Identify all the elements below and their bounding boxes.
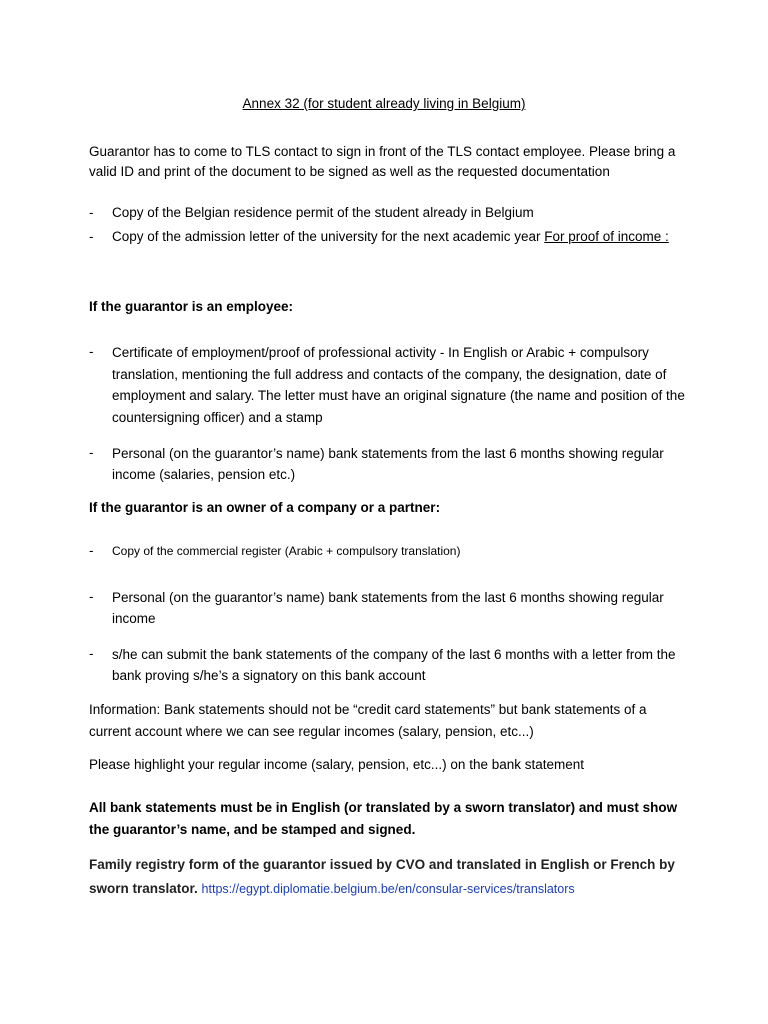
employee-heading: If the guarantor is an employee: <box>89 299 294 314</box>
owner-item-text: Copy of the commercial register (Arabic + compulsory translation) <box>112 544 461 558</box>
intro-item-text <box>112 227 689 247</box>
family-registry-paragraph <box>89 853 689 901</box>
bullet-dash: - <box>89 344 94 359</box>
document-title: Annex 32 (for student already living in Belgium) <box>242 96 526 111</box>
highlight-note: Please highlight your regular income (salary, pension, etc...) on the bank statement <box>89 757 585 772</box>
owner-item-company-statements <box>89 644 689 686</box>
employee-item-bank-statements <box>89 443 689 485</box>
admission-letter-text: Copy of the admission letter of the university for the next academic year <box>112 229 541 244</box>
intro-item-text: Copy of the Belgian residence permit of the student already in Belgium <box>112 205 534 220</box>
intro-item-residence-permit <box>89 203 689 223</box>
bullet-dash: - <box>89 589 94 604</box>
employee-item-certificate <box>89 342 689 428</box>
employee-item-text: Certificate of employment/proof of professional activity - In English or Arabic + compulsory translation, mentioning the full address and contacts of the company, the designation, date of employment and salary. The letter must have an original signature (the name and position of the countersigning officer) and a stamp <box>112 345 685 425</box>
owner-item-personal-statements <box>89 587 689 629</box>
proof-of-income-label: For proof of income : <box>544 229 669 244</box>
owner-heading: If the guarantor is an owner of a company or a partner: <box>89 500 441 515</box>
intro-item-admission-letter <box>89 227 689 247</box>
translators-link[interactable]: https://egypt.diplomatie.belgium.be/en/consular-services/translators <box>201 882 575 896</box>
bullet-dash: - <box>89 445 94 460</box>
bullet-dash: - <box>89 229 94 244</box>
owner-item-text: Personal (on the guarantor’s name) bank statements from the last 6 months showing regular income <box>112 590 664 626</box>
owner-item-text: s/he can submit the bank statements of the company of the last 6 months with a letter from the bank proving s/he’s a signatory on this bank account <box>112 647 676 683</box>
family-registry-text: Family registry form of the guarantor issued by CVO and translated in English or French by sworn translator. <box>89 857 675 896</box>
bullet-dash: - <box>89 646 94 661</box>
bullet-dash: - <box>89 205 94 220</box>
all-statements-note: All bank statements must be in English (or translated by a sworn translator) and must show the guarantor’s name, and be stamped and signed. <box>89 800 678 837</box>
employee-item-text: Personal (on the guarantor’s name) bank statements from the last 6 months showing regular income (salaries, pension etc.) <box>112 446 664 482</box>
bullet-dash: - <box>89 543 94 558</box>
information-paragraph: Information: Bank statements should not be “credit card statements” but bank statements of a current account where we can see regular incomes (salary, pension, etc...) <box>89 702 647 739</box>
owner-item-commercial-register <box>89 541 689 561</box>
intro-paragraph: Guarantor has to come to TLS contact to sign in front of the TLS contact employee. Please bring a valid ID and print of the document to be signed as well as the requested documentation <box>89 144 676 179</box>
